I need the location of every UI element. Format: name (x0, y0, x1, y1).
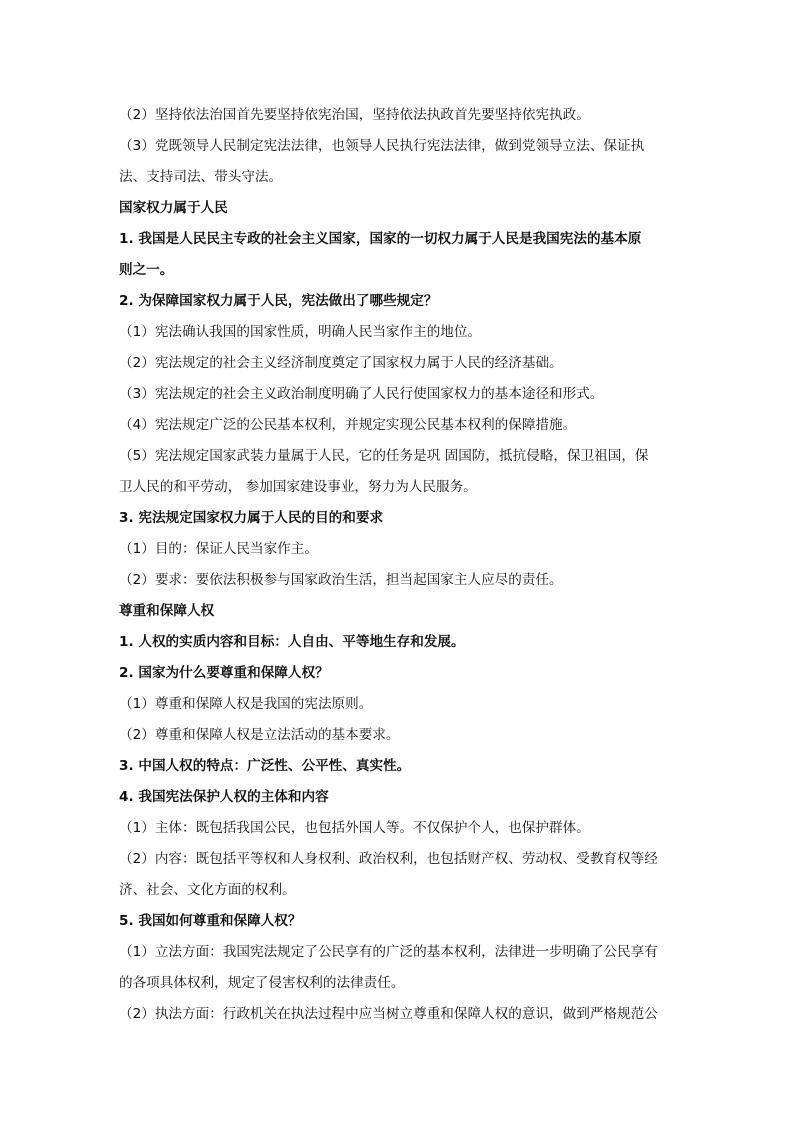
text-line: （3）党既领导人民制定宪法法律，也领导人民执行宪法法律，做到党领导立法、保证执 (119, 138, 645, 154)
text-line: （2）内容：既包括平等权和人身权利、政治权利，也包括财产权、劳动权、受教育权等经 (119, 851, 658, 867)
text-line: （2）尊重和保障人权是立法活动的基本要求。 (119, 727, 400, 743)
section-heading: 国家权力属于人民 (119, 200, 228, 216)
text-line: 济、社会、文化方面的权利。 (119, 882, 296, 898)
numbered-heading: 2. 国家为什么要尊重和保障人权？ (119, 665, 329, 681)
numbered-heading: 3. 宪法规定国家权力属于人民的目的和要求 (119, 510, 384, 526)
text-line: （1）立法方面：我国宪法规定了公民享有的广泛的基本权利，法律进一步明确了公民享有 (119, 944, 658, 960)
text-line: （5）宪法规定国家武装力量属于人民，它的任务是巩 固国防，抵抗侵略，保卫祖国，保 (119, 448, 649, 464)
text-line: 法、支持司法、带头守法。 (119, 169, 283, 185)
text-line: （1）主体：既包括我国公民，也包括外国人等。不仅保护个人，也保护群体。 (119, 820, 590, 836)
text-line: （1）目的：保证人民当家作主。 (119, 541, 318, 557)
numbered-heading: 3. 中国人权的特点：广泛性、公平性、真实性。 (119, 758, 411, 774)
numbered-heading: 则之一。 (119, 262, 174, 278)
text-line: （2）坚持依法治国首先要坚持依宪治国，坚持依法执政首先要坚持依宪执政。 (119, 107, 590, 123)
text-line: （1）宪法确认我国的国家性质，明确人民当家作主的地位。 (119, 324, 482, 340)
document-body (119, 100, 679, 1030)
text-line: 卫人民的和平劳动， 参加国家建设事业，努力为人民服务。 (119, 479, 477, 495)
numbered-heading: 1. 我国是人民民主专政的社会主义国家，国家的一切权力属于人民是我国宪法的基本原 (119, 231, 642, 247)
text-line: （2）宪法规定的社会主义经济制度奠定了国家权力属于人民的经济基础。 (119, 355, 563, 371)
text-line: （2）要求：要依法积极参与国家政治生活，担当起国家主人应尽的责任。 (119, 572, 563, 588)
numbered-heading: 4. 我国宪法保护人权的主体和内容 (119, 789, 329, 805)
text-line: （1）尊重和保障人权是我国的宪法原则。 (119, 696, 373, 712)
text-line: （2）执法方面：行政机关在执法过程中应当树立尊重和保障人权的意识，做到严格规范公 (119, 1006, 658, 1022)
text-line: （3）宪法规定的社会主义政治制度明确了人民行使国家权力的基本途径和形式。 (119, 386, 604, 402)
numbered-heading: 5. 我国如何尊重和保障人权？ (119, 913, 302, 929)
numbered-heading: 1. 人权的实质内容和目标：人自由、平等地生存和发展。 (119, 634, 465, 650)
text-line: 的各项具体权利，规定了侵害权利的法律责任。 (119, 975, 405, 991)
text-line: （4）宪法规定广泛的公民基本权利，并规定实现公民基本权利的保障措施。 (119, 417, 577, 433)
numbered-heading: 2. 为保障国家权力属于人民，宪法做出了哪些规定？ (119, 293, 438, 309)
section-heading: 尊重和保障人权 (119, 603, 215, 619)
